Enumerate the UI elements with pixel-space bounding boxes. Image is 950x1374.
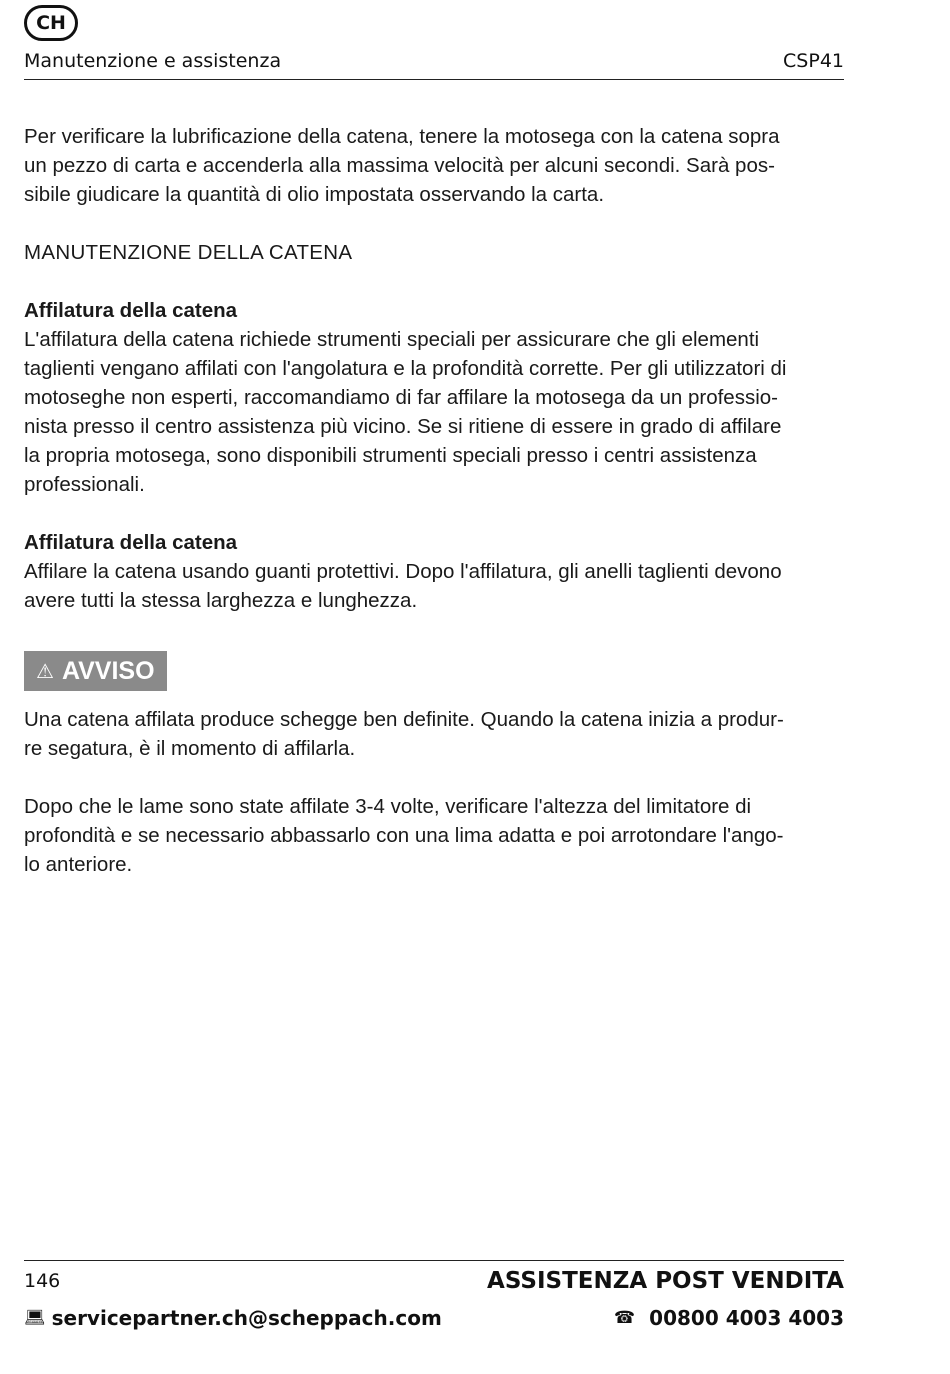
paragraph-line: nista presso il centro assistenza più vicino. Se si ritiene di essere in grado di affilare	[24, 415, 782, 438]
service-phone	[614, 1306, 844, 1330]
footer-divider	[24, 1260, 844, 1261]
warning-triangle-icon: ⚠	[36, 658, 54, 683]
computer-icon: 💻︎	[24, 1308, 46, 1328]
paragraph-line: Dopo che le lame sono state affilate 3-4 volte, verificare l'altezza del limitatore di	[24, 795, 752, 818]
paragraph-line: Affilare la catena usando guanti protettivi. Dopo l'affilatura, gli anelli taglienti devono	[24, 560, 782, 583]
paragraph-line: professionali.	[24, 473, 145, 496]
email-text: servicepartner.ch@scheppach.com	[51, 1306, 442, 1330]
subsection-title: Affilatura della catena	[24, 531, 238, 554]
section-title: MANUTENZIONE DELLA CATENA	[24, 241, 353, 264]
telephone-icon: ☎	[613, 1308, 636, 1328]
intro-line: un pezzo di carta e accenderla alla massima velocità per alcuni secondi. Sarà pos-	[24, 154, 775, 177]
service-title: ASSISTENZA POST VENDITA	[487, 1268, 844, 1294]
page-number: 146	[24, 1270, 61, 1292]
paragraph-line: motoseghe non esperti, raccomandiamo di far affilare la motosega da un professio-	[24, 386, 778, 409]
paragraph-line: lo anteriore.	[24, 853, 133, 876]
header-divider	[24, 79, 844, 80]
intro-line: Per verificare la lubrificazione della catena, tenere la motosega con la catena sopra	[24, 125, 780, 148]
paragraph-line: Una catena affilata produce schegge ben definite. Quando la catena inizia a produr-	[24, 708, 784, 731]
paragraph-line: re segatura, è il momento di affilarla.	[24, 737, 356, 760]
paragraph-line: L'affilatura della catena richiede strumenti speciali per assicurare che gli elementi	[24, 328, 760, 351]
intro-line: sibile giudicare la quantità di olio impostata osservando la carta.	[24, 183, 605, 206]
page-content	[24, 122, 846, 879]
warning-label	[24, 651, 167, 691]
subsection-title: Affilatura della catena	[24, 299, 238, 322]
header-model-number: CSP41	[783, 50, 844, 72]
paragraph-line: la propria motosega, sono disponibili strumenti speciali presso i centri assistenza	[24, 444, 757, 467]
phone-text: 00800 4003 4003	[649, 1306, 844, 1330]
paragraph-line: taglienti vengano affilati con l'angolatura e la profondità corrette. Per gli utilizzatori di	[24, 357, 787, 380]
paragraph-line: avere tutti la stessa larghezza e lunghezza.	[24, 589, 418, 612]
paragraph-line: profondità e se necessario abbassarlo con una lima adatta e poi arrotondare l'ango-	[24, 824, 784, 847]
service-email	[24, 1306, 442, 1330]
country-badge: CH	[24, 5, 78, 41]
header-section-title: Manutenzione e assistenza	[24, 50, 282, 72]
warning-text: AVVISO	[61, 656, 155, 685]
